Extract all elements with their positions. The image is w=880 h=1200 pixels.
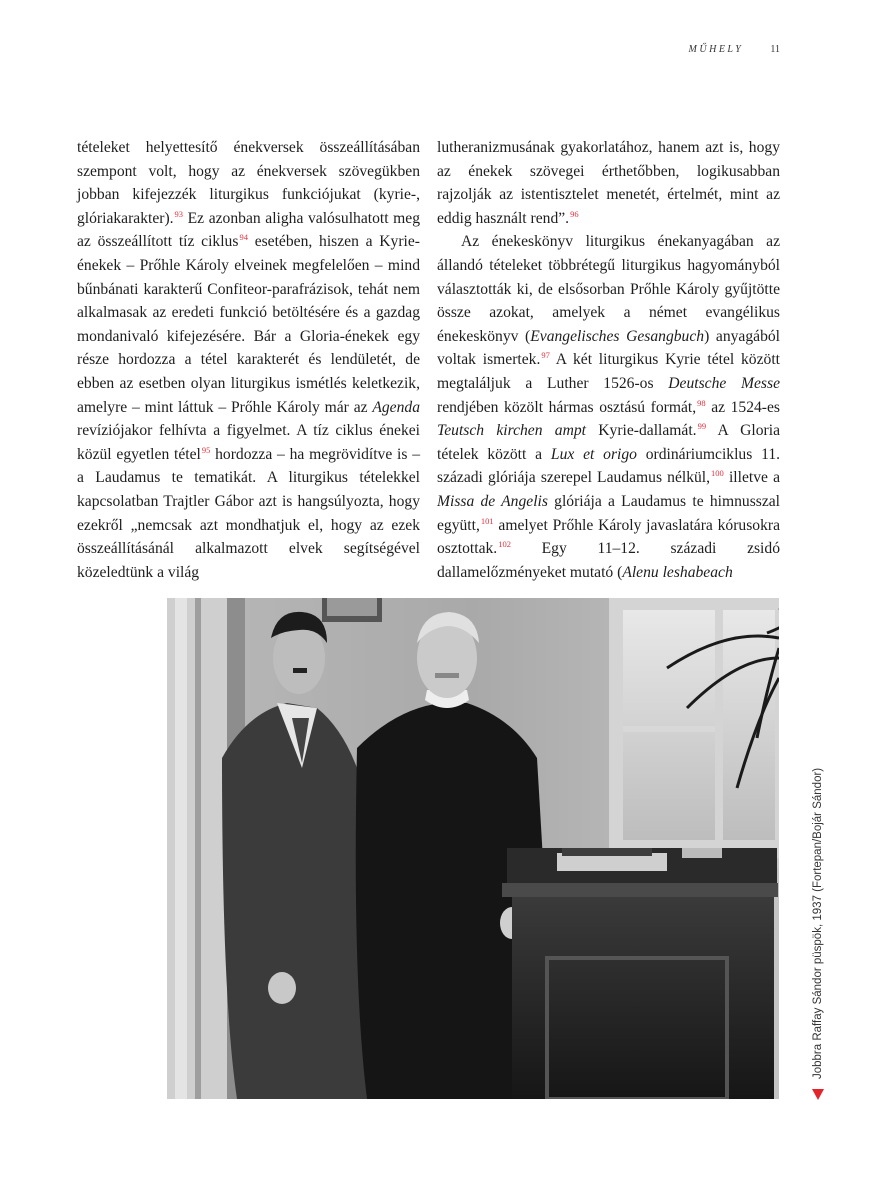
footnote-ref[interactable]: 93: [174, 208, 184, 219]
footnote-ref[interactable]: 102: [498, 539, 511, 550]
photo-caption: [812, 760, 824, 1100]
footnote-ref[interactable]: 100: [711, 468, 724, 479]
desk: [502, 848, 778, 1099]
photograph: [167, 598, 779, 1099]
paragraph: Az énekeskönyv liturgikus énekanyagában az állandó tételeket többrétegű liturgikus hagyományból választották ki, de elsősorban Prőhle Károly gyűjtötte össze azokat, amelyek a német evangélikus énekeskönyv (Evangelisches Gesangbuch) anyagából voltak ismertek.$^{97}$ A két liturgikus Kyrie tétel között megtaláljuk a Luther 1526-os Deutsche Messe rendjében közölt hármas osztású formát,$^{98}$ az 1524-es Teutsch kirchen ampt Kyrie-dallamát.$^{99}$ A Gloria tételek között a Lux et origo ordináriumciklus 11. századi glóriája szerepel Laudamus nélkül,$^{100}$ illetve a Missa de Angelis glóriája a Laudamus te himnusszal együtt,$^{101}$ amelyet Prőhle Károly javaslatára kórusokra osztottak.$^{102}$ Egy 11–12. századi zsidó dallamelőzményeket mutató (Alenu leshabeach: [437, 233, 781, 581]
photo-illustration: [167, 598, 779, 1099]
footnote-ref[interactable]: 96: [570, 208, 579, 219]
footnote-ref[interactable]: 98: [697, 397, 706, 408]
footnote-ref[interactable]: 95: [201, 444, 211, 455]
left-column: [77, 136, 420, 584]
footnote-ref[interactable]: 99: [697, 421, 707, 432]
page-number: 11: [770, 44, 780, 55]
footnote-ref[interactable]: 101: [480, 515, 494, 526]
footnote-ref[interactable]: 97: [541, 350, 550, 361]
running-head: [689, 44, 780, 55]
section-title: MŰHELY: [688, 44, 744, 55]
caption-marker-icon: [812, 1089, 824, 1100]
right-column: [437, 136, 780, 584]
paragraph: tételeket helyettesítő énekversek összeállításában szempont volt, hogy az énekversek szövegükben jobban kifejezzék liturgikus funkciójukat (kyrie-, glóriakarakter).$^{93}$ Ez azonban aligha valósulhatott meg az összeállított tíz ciklus$^{94}$ esetében, hiszen a Kyrie-énekek – Prőhle Károly elveinek megfelelően – mind bűnbánati karakterű Confiteor-parafrázisok, tehát nem alkalmasak az eredeti funkció betöltésére és a gazdag mondanivaló kifejezésére. Bár a Gloria-énekek egy része hordozza a tétel karakterét és lendületét, de ebben az esetben olyan liturgikus ismétlés keletkezik, amelyre – mint láttuk – Prőhle Károly már az Agenda revíziójakor felhívta a figyelmet. A tíz ciklus énekei közül egyetlen tétel$^{95}$ hordozza – ha megrövidítve is – a Laudamus te tematikát. A liturgikus tételekkel kapcsolatban Trajtler Gábor azt is hangsúlyozta, hogy ezekről „nemcsak azt mondhatjuk el, hogy az ezek összeállításánál alkalmazott elvek segítségével közeledtünk a világ: [77, 139, 420, 581]
footnote-ref[interactable]: 94: [239, 232, 248, 243]
paragraph: lutheranizmusának gyakorlatához, hanem azt is, hogy az énekek szövegei érthetőbben, logikusabban rajzolják az istentisztelet menetét, értelmét, mint az eddig használt rend”.$^{96}$: [437, 139, 780, 227]
caption-text: Jobbra Raffay Sándor püspök, 1937 (Fortepan/Bojár Sándor): [812, 767, 825, 1079]
